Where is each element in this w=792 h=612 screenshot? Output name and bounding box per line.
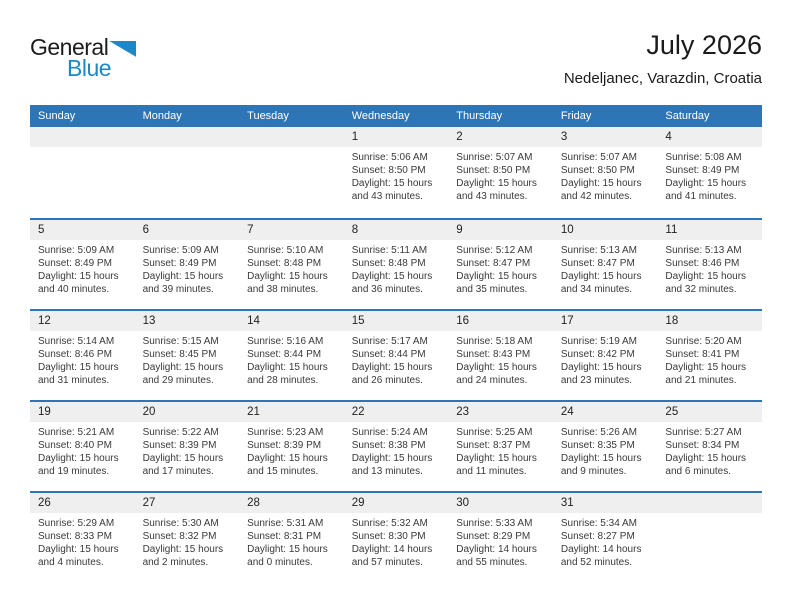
daylight-line: Daylight: 15 hours bbox=[456, 271, 537, 282]
daylight-minutes-line: and 15 minutes. bbox=[247, 466, 319, 477]
daylight-minutes-line: and 57 minutes. bbox=[351, 557, 423, 568]
daylight-minutes-line: and 17 minutes. bbox=[142, 466, 214, 477]
weekday-monday: Monday bbox=[142, 110, 182, 122]
daylight-line: Daylight: 15 hours bbox=[351, 178, 433, 189]
daylight-minutes-line: and 42 minutes. bbox=[560, 191, 633, 202]
daylight-line: Daylight: 15 hours bbox=[456, 362, 537, 373]
sunrise-line: Sunrise: 5:13 AM bbox=[665, 245, 742, 256]
sunset-line: Sunset: 8:44 PM bbox=[351, 349, 426, 360]
daylight-line: Daylight: 15 hours bbox=[38, 271, 119, 282]
sunset-line: Sunset: 8:47 PM bbox=[560, 258, 635, 269]
sunset-line: Sunset: 8:32 PM bbox=[142, 531, 217, 542]
day-number: 6 bbox=[142, 224, 149, 236]
daylight-minutes-line: and 34 minutes. bbox=[560, 284, 633, 295]
day-number: 17 bbox=[560, 315, 574, 327]
sunrise-line: Sunrise: 5:07 AM bbox=[456, 152, 533, 163]
weekday-saturday: Saturday bbox=[665, 110, 710, 122]
sunrise-line: Sunrise: 5:29 AM bbox=[38, 518, 115, 529]
sunrise-line: Sunrise: 5:22 AM bbox=[142, 427, 219, 438]
page-title: July 2026 bbox=[646, 30, 762, 60]
day-details bbox=[135, 240, 240, 296]
daylight-line: Daylight: 15 hours bbox=[665, 271, 747, 282]
week-row bbox=[30, 400, 762, 491]
day-number-band bbox=[30, 402, 762, 422]
sunrise-line: Sunrise: 5:25 AM bbox=[456, 427, 533, 438]
day-details bbox=[239, 422, 344, 478]
daylight-minutes-line: and 9 minutes. bbox=[560, 466, 627, 477]
daylight-minutes-line: and 26 minutes. bbox=[351, 375, 423, 386]
day-details bbox=[135, 331, 240, 387]
sunrise-line: Sunrise: 5:23 AM bbox=[247, 427, 324, 438]
daylight-line: Daylight: 15 hours bbox=[142, 453, 224, 464]
day-details bbox=[30, 422, 135, 478]
day-number: 22 bbox=[351, 406, 365, 418]
daylight-line: Daylight: 15 hours bbox=[456, 178, 537, 189]
empty-day-cell bbox=[135, 147, 240, 203]
general-blue-logo bbox=[30, 36, 136, 102]
day-details bbox=[344, 147, 449, 203]
day-number: 28 bbox=[247, 497, 260, 509]
sunset-line: Sunset: 8:34 PM bbox=[665, 440, 740, 451]
sunrise-line: Sunrise: 5:08 AM bbox=[665, 152, 742, 163]
day-details bbox=[657, 331, 762, 387]
day-details bbox=[344, 513, 449, 569]
day-number: 19 bbox=[38, 406, 51, 418]
sunset-line: Sunset: 8:43 PM bbox=[456, 349, 531, 360]
daylight-minutes-line: and 28 minutes. bbox=[247, 375, 319, 386]
sunset-line: Sunset: 8:48 PM bbox=[247, 258, 322, 269]
day-number: 8 bbox=[351, 224, 359, 236]
sunset-line: Sunset: 8:49 PM bbox=[665, 165, 740, 176]
title-block bbox=[564, 28, 762, 102]
day-details bbox=[657, 422, 762, 478]
daylight-line: Daylight: 15 hours bbox=[247, 362, 328, 373]
day-number: 26 bbox=[38, 497, 51, 509]
weekday-thursday: Thursday bbox=[456, 110, 503, 122]
daylight-line: Daylight: 14 hours bbox=[560, 544, 642, 555]
sunrise-line: Sunrise: 5:30 AM bbox=[142, 518, 219, 529]
day-details bbox=[553, 331, 658, 387]
day-number: 29 bbox=[351, 497, 365, 509]
sunrise-line: Sunrise: 5:06 AM bbox=[351, 152, 428, 163]
day-number-band bbox=[30, 127, 762, 147]
daylight-line: Daylight: 15 hours bbox=[38, 453, 119, 464]
day-number: 11 bbox=[665, 224, 678, 236]
daylight-line: Daylight: 15 hours bbox=[560, 178, 642, 189]
day-details bbox=[344, 240, 449, 296]
sunrise-line: Sunrise: 5:12 AM bbox=[456, 245, 533, 256]
day-number: 4 bbox=[665, 131, 672, 143]
logo-triangle-icon bbox=[109, 41, 136, 57]
daylight-line: Daylight: 15 hours bbox=[351, 271, 433, 282]
day-number: 7 bbox=[247, 224, 254, 236]
day-number: 30 bbox=[456, 497, 470, 509]
daylight-line: Daylight: 15 hours bbox=[247, 453, 328, 464]
day-detail-band bbox=[30, 147, 762, 203]
sunrise-line: Sunrise: 5:24 AM bbox=[351, 427, 428, 438]
sunrise-line: Sunrise: 5:19 AM bbox=[560, 336, 637, 347]
sunset-line: Sunset: 8:41 PM bbox=[665, 349, 740, 360]
daylight-minutes-line: and 13 minutes. bbox=[351, 466, 423, 477]
sunrise-line: Sunrise: 5:18 AM bbox=[456, 336, 533, 347]
sunset-line: Sunset: 8:27 PM bbox=[560, 531, 635, 542]
page-location: Nedeljanec, Varazdin, Croatia bbox=[563, 70, 762, 88]
sunrise-line: Sunrise: 5:17 AM bbox=[351, 336, 428, 347]
daylight-minutes-line: and 21 minutes. bbox=[665, 375, 737, 386]
sunrise-line: Sunrise: 5:27 AM bbox=[665, 427, 742, 438]
daylight-minutes-line: and 6 minutes. bbox=[665, 466, 732, 477]
sunrise-line: Sunrise: 5:11 AM bbox=[351, 245, 428, 256]
day-number: 20 bbox=[142, 406, 156, 418]
daylight-minutes-line: and 52 minutes. bbox=[560, 557, 633, 568]
sunrise-line: Sunrise: 5:09 AM bbox=[142, 245, 219, 256]
day-number: 9 bbox=[456, 224, 463, 236]
page-header bbox=[30, 28, 762, 102]
empty-day-cell bbox=[657, 513, 762, 569]
daylight-minutes-line: and 19 minutes. bbox=[38, 466, 110, 477]
daylight-minutes-line: and 43 minutes. bbox=[351, 191, 423, 202]
day-details bbox=[30, 331, 135, 387]
day-number: 31 bbox=[560, 497, 574, 509]
daylight-minutes-line: and 38 minutes. bbox=[247, 284, 319, 295]
sunrise-line: Sunrise: 5:21 AM bbox=[38, 427, 115, 438]
week-row bbox=[30, 309, 762, 400]
daylight-minutes-line: and 39 minutes. bbox=[142, 284, 214, 295]
sunset-line: Sunset: 8:39 PM bbox=[247, 440, 322, 451]
sunset-line: Sunset: 8:45 PM bbox=[142, 349, 217, 360]
day-details bbox=[448, 513, 553, 569]
calendar-body bbox=[30, 127, 762, 582]
sunset-line: Sunset: 8:39 PM bbox=[142, 440, 217, 451]
daylight-line: Daylight: 15 hours bbox=[38, 362, 119, 373]
sunrise-line: Sunrise: 5:13 AM bbox=[560, 245, 637, 256]
day-details bbox=[448, 240, 553, 296]
daylight-line: Daylight: 14 hours bbox=[456, 544, 537, 555]
day-number: 23 bbox=[456, 406, 470, 418]
daylight-line: Daylight: 15 hours bbox=[665, 178, 747, 189]
daylight-line: Daylight: 15 hours bbox=[560, 453, 642, 464]
day-number-band bbox=[30, 220, 762, 240]
day-details bbox=[553, 422, 658, 478]
day-details bbox=[135, 422, 240, 478]
daylight-minutes-line: and 43 minutes. bbox=[456, 191, 528, 202]
daylight-minutes-line: and 2 minutes. bbox=[142, 557, 209, 568]
sunset-line: Sunset: 8:29 PM bbox=[456, 531, 531, 542]
day-number-band bbox=[30, 311, 762, 331]
daylight-line: Daylight: 15 hours bbox=[247, 544, 328, 555]
day-details bbox=[344, 422, 449, 478]
daylight-line: Daylight: 15 hours bbox=[142, 362, 224, 373]
day-number: 2 bbox=[456, 131, 463, 143]
day-details bbox=[553, 240, 658, 296]
day-details bbox=[239, 240, 344, 296]
sunset-line: Sunset: 8:38 PM bbox=[351, 440, 426, 451]
day-number: 5 bbox=[38, 224, 45, 236]
daylight-minutes-line: and 31 minutes. bbox=[38, 375, 110, 386]
daylight-line: Daylight: 15 hours bbox=[351, 453, 433, 464]
sunrise-line: Sunrise: 5:31 AM bbox=[247, 518, 324, 529]
daylight-minutes-line: and 36 minutes. bbox=[351, 284, 423, 295]
daylight-minutes-line: and 55 minutes. bbox=[456, 557, 528, 568]
day-detail-band bbox=[30, 331, 762, 387]
sunset-line: Sunset: 8:46 PM bbox=[665, 258, 740, 269]
daylight-minutes-line: and 4 minutes. bbox=[38, 557, 104, 568]
week-row bbox=[30, 127, 762, 218]
sunset-line: Sunset: 8:49 PM bbox=[38, 258, 112, 269]
sunrise-line: Sunrise: 5:26 AM bbox=[560, 427, 637, 438]
sunrise-line: Sunrise: 5:14 AM bbox=[38, 336, 115, 347]
sunrise-line: Sunrise: 5:34 AM bbox=[560, 518, 637, 529]
day-number: 24 bbox=[560, 406, 574, 418]
day-details bbox=[239, 331, 344, 387]
sunset-line: Sunset: 8:42 PM bbox=[560, 349, 635, 360]
day-details bbox=[448, 422, 553, 478]
sunrise-line: Sunrise: 5:07 AM bbox=[560, 152, 637, 163]
daylight-minutes-line: and 40 minutes. bbox=[38, 284, 110, 295]
daylight-minutes-line: and 24 minutes. bbox=[456, 375, 528, 386]
sunset-line: Sunset: 8:30 PM bbox=[351, 531, 426, 542]
day-detail-band bbox=[30, 240, 762, 296]
weekday-header bbox=[30, 105, 762, 127]
daylight-line: Daylight: 15 hours bbox=[665, 453, 747, 464]
daylight-line: Daylight: 15 hours bbox=[456, 453, 537, 464]
sunset-line: Sunset: 8:40 PM bbox=[38, 440, 112, 451]
logo-word-general: General bbox=[30, 34, 109, 60]
day-number-band bbox=[30, 493, 762, 513]
day-detail-band bbox=[30, 513, 762, 569]
sunset-line: Sunset: 8:48 PM bbox=[351, 258, 426, 269]
day-details bbox=[239, 513, 344, 569]
weekday-sunday: Sunday bbox=[38, 110, 76, 122]
calendar bbox=[30, 105, 762, 582]
day-number: 10 bbox=[560, 224, 574, 236]
day-details bbox=[135, 513, 240, 569]
daylight-line: Daylight: 15 hours bbox=[351, 362, 433, 373]
daylight-minutes-line: and 29 minutes. bbox=[142, 375, 214, 386]
sunrise-line: Sunrise: 5:32 AM bbox=[351, 518, 428, 529]
sunset-line: Sunset: 8:50 PM bbox=[351, 165, 426, 176]
day-details bbox=[553, 147, 658, 203]
empty-day-cell bbox=[239, 147, 344, 203]
day-number: 13 bbox=[142, 315, 156, 327]
daylight-minutes-line: and 41 minutes. bbox=[665, 191, 737, 202]
day-number: 25 bbox=[665, 406, 679, 418]
daylight-line: Daylight: 15 hours bbox=[560, 271, 642, 282]
sunset-line: Sunset: 8:33 PM bbox=[38, 531, 112, 542]
day-number: 18 bbox=[665, 315, 679, 327]
day-details bbox=[657, 147, 762, 203]
day-number: 3 bbox=[560, 131, 568, 143]
sunset-line: Sunset: 8:46 PM bbox=[38, 349, 112, 360]
sunset-line: Sunset: 8:44 PM bbox=[247, 349, 322, 360]
day-details bbox=[553, 513, 658, 569]
weekday-friday: Friday bbox=[560, 110, 592, 122]
day-details bbox=[448, 147, 553, 203]
daylight-minutes-line: and 11 minutes. bbox=[456, 466, 527, 477]
day-detail-band bbox=[30, 422, 762, 478]
sunset-line: Sunset: 8:50 PM bbox=[456, 165, 531, 176]
day-details bbox=[30, 240, 135, 296]
sunset-line: Sunset: 8:35 PM bbox=[560, 440, 635, 451]
day-details bbox=[448, 331, 553, 387]
day-details bbox=[657, 240, 762, 296]
day-number: 21 bbox=[247, 406, 260, 418]
daylight-minutes-line: and 32 minutes. bbox=[665, 284, 737, 295]
sunrise-line: Sunrise: 5:09 AM bbox=[38, 245, 115, 256]
day-number: 15 bbox=[351, 315, 365, 327]
day-details bbox=[30, 513, 135, 569]
sunset-line: Sunset: 8:49 PM bbox=[142, 258, 217, 269]
daylight-line: Daylight: 14 hours bbox=[351, 544, 433, 555]
sunset-line: Sunset: 8:50 PM bbox=[560, 165, 635, 176]
day-number: 16 bbox=[456, 315, 470, 327]
daylight-line: Daylight: 15 hours bbox=[38, 544, 119, 555]
sunrise-line: Sunrise: 5:16 AM bbox=[247, 336, 324, 347]
daylight-line: Daylight: 15 hours bbox=[142, 544, 224, 555]
daylight-line: Daylight: 15 hours bbox=[560, 362, 642, 373]
day-number: 27 bbox=[142, 497, 156, 509]
day-number: 14 bbox=[247, 315, 260, 327]
sunrise-line: Sunrise: 5:33 AM bbox=[456, 518, 533, 529]
daylight-minutes-line: and 23 minutes. bbox=[560, 375, 633, 386]
day-number: 12 bbox=[38, 315, 51, 327]
daylight-line: Daylight: 15 hours bbox=[665, 362, 747, 373]
sunset-line: Sunset: 8:47 PM bbox=[456, 258, 531, 269]
sunrise-line: Sunrise: 5:20 AM bbox=[665, 336, 742, 347]
sunset-line: Sunset: 8:37 PM bbox=[456, 440, 531, 451]
weekday-wednesday: Wednesday bbox=[351, 110, 410, 122]
daylight-line: Daylight: 15 hours bbox=[142, 271, 224, 282]
weekday-tuesday: Tuesday bbox=[247, 110, 289, 122]
logo-word-blue: Blue bbox=[67, 55, 112, 81]
week-row bbox=[30, 218, 762, 309]
sunrise-line: Sunrise: 5:15 AM bbox=[142, 336, 219, 347]
day-number: 1 bbox=[351, 131, 359, 143]
sunrise-line: Sunrise: 5:10 AM bbox=[247, 245, 324, 256]
day-details bbox=[344, 331, 449, 387]
daylight-line: Daylight: 15 hours bbox=[247, 271, 328, 282]
empty-day-cell bbox=[30, 147, 135, 203]
week-row bbox=[30, 491, 762, 582]
daylight-minutes-line: and 35 minutes. bbox=[456, 284, 528, 295]
daylight-minutes-line: and 0 minutes. bbox=[247, 557, 313, 568]
sunset-line: Sunset: 8:31 PM bbox=[247, 531, 322, 542]
